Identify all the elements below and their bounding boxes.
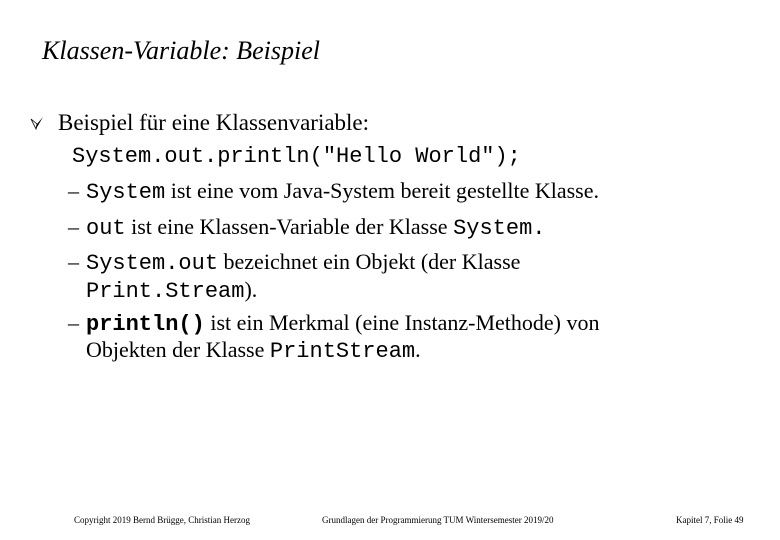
footer-copyright: Copyright 2019 Bernd Brügge, Christian Herzog: [74, 515, 250, 525]
footer-course: Grundlagen der Programmierung TUM Wintersemester 2019/20: [322, 515, 554, 525]
subitem-text: Objekten der Klasse: [86, 337, 270, 362]
subitem-text: ).: [244, 277, 258, 302]
inline-code: System.: [453, 216, 546, 241]
inline-code: PrintStream: [269, 339, 416, 364]
subitem-text: bezeichnet ein Objekt (der Klasse: [218, 249, 521, 274]
subitem-println: [68, 310, 600, 337]
inline-code: println(): [86, 312, 205, 337]
subitem-continuation: [86, 277, 257, 304]
subitem-continuation: [86, 337, 421, 364]
bullet-text: Beispiel für eine Klassenvariable:: [58, 110, 370, 135]
inline-code: System: [86, 180, 166, 205]
subitem-text: ist eine vom Java-System bereit gestellte Klasse.: [165, 178, 599, 203]
inline-code: Print.Stream: [86, 279, 245, 304]
dash: –: [68, 310, 79, 335]
inline-code: System.out: [86, 251, 219, 276]
diamond-arrow-bullet-icon: [30, 116, 44, 130]
dash: –: [68, 178, 79, 203]
slide-title: Klassen-Variable: Beispiel: [42, 36, 321, 65]
dash: –: [68, 249, 79, 274]
subitem-out: [68, 214, 545, 241]
footer-page: Kapitel 7, Folie 49: [676, 515, 744, 525]
code-example: System.out.println("Hello World");: [72, 144, 521, 169]
subitem-system: [68, 178, 599, 205]
subitem-text: ist eine Klassen-Variable der Klasse: [125, 214, 454, 239]
dash: –: [68, 214, 79, 239]
subitem-text: .: [415, 337, 421, 362]
subitem-text: ist ein Merkmal (eine Instanz-Methode) von: [204, 310, 600, 335]
inline-code: out: [86, 216, 126, 241]
subitem-system-out: [68, 249, 520, 276]
